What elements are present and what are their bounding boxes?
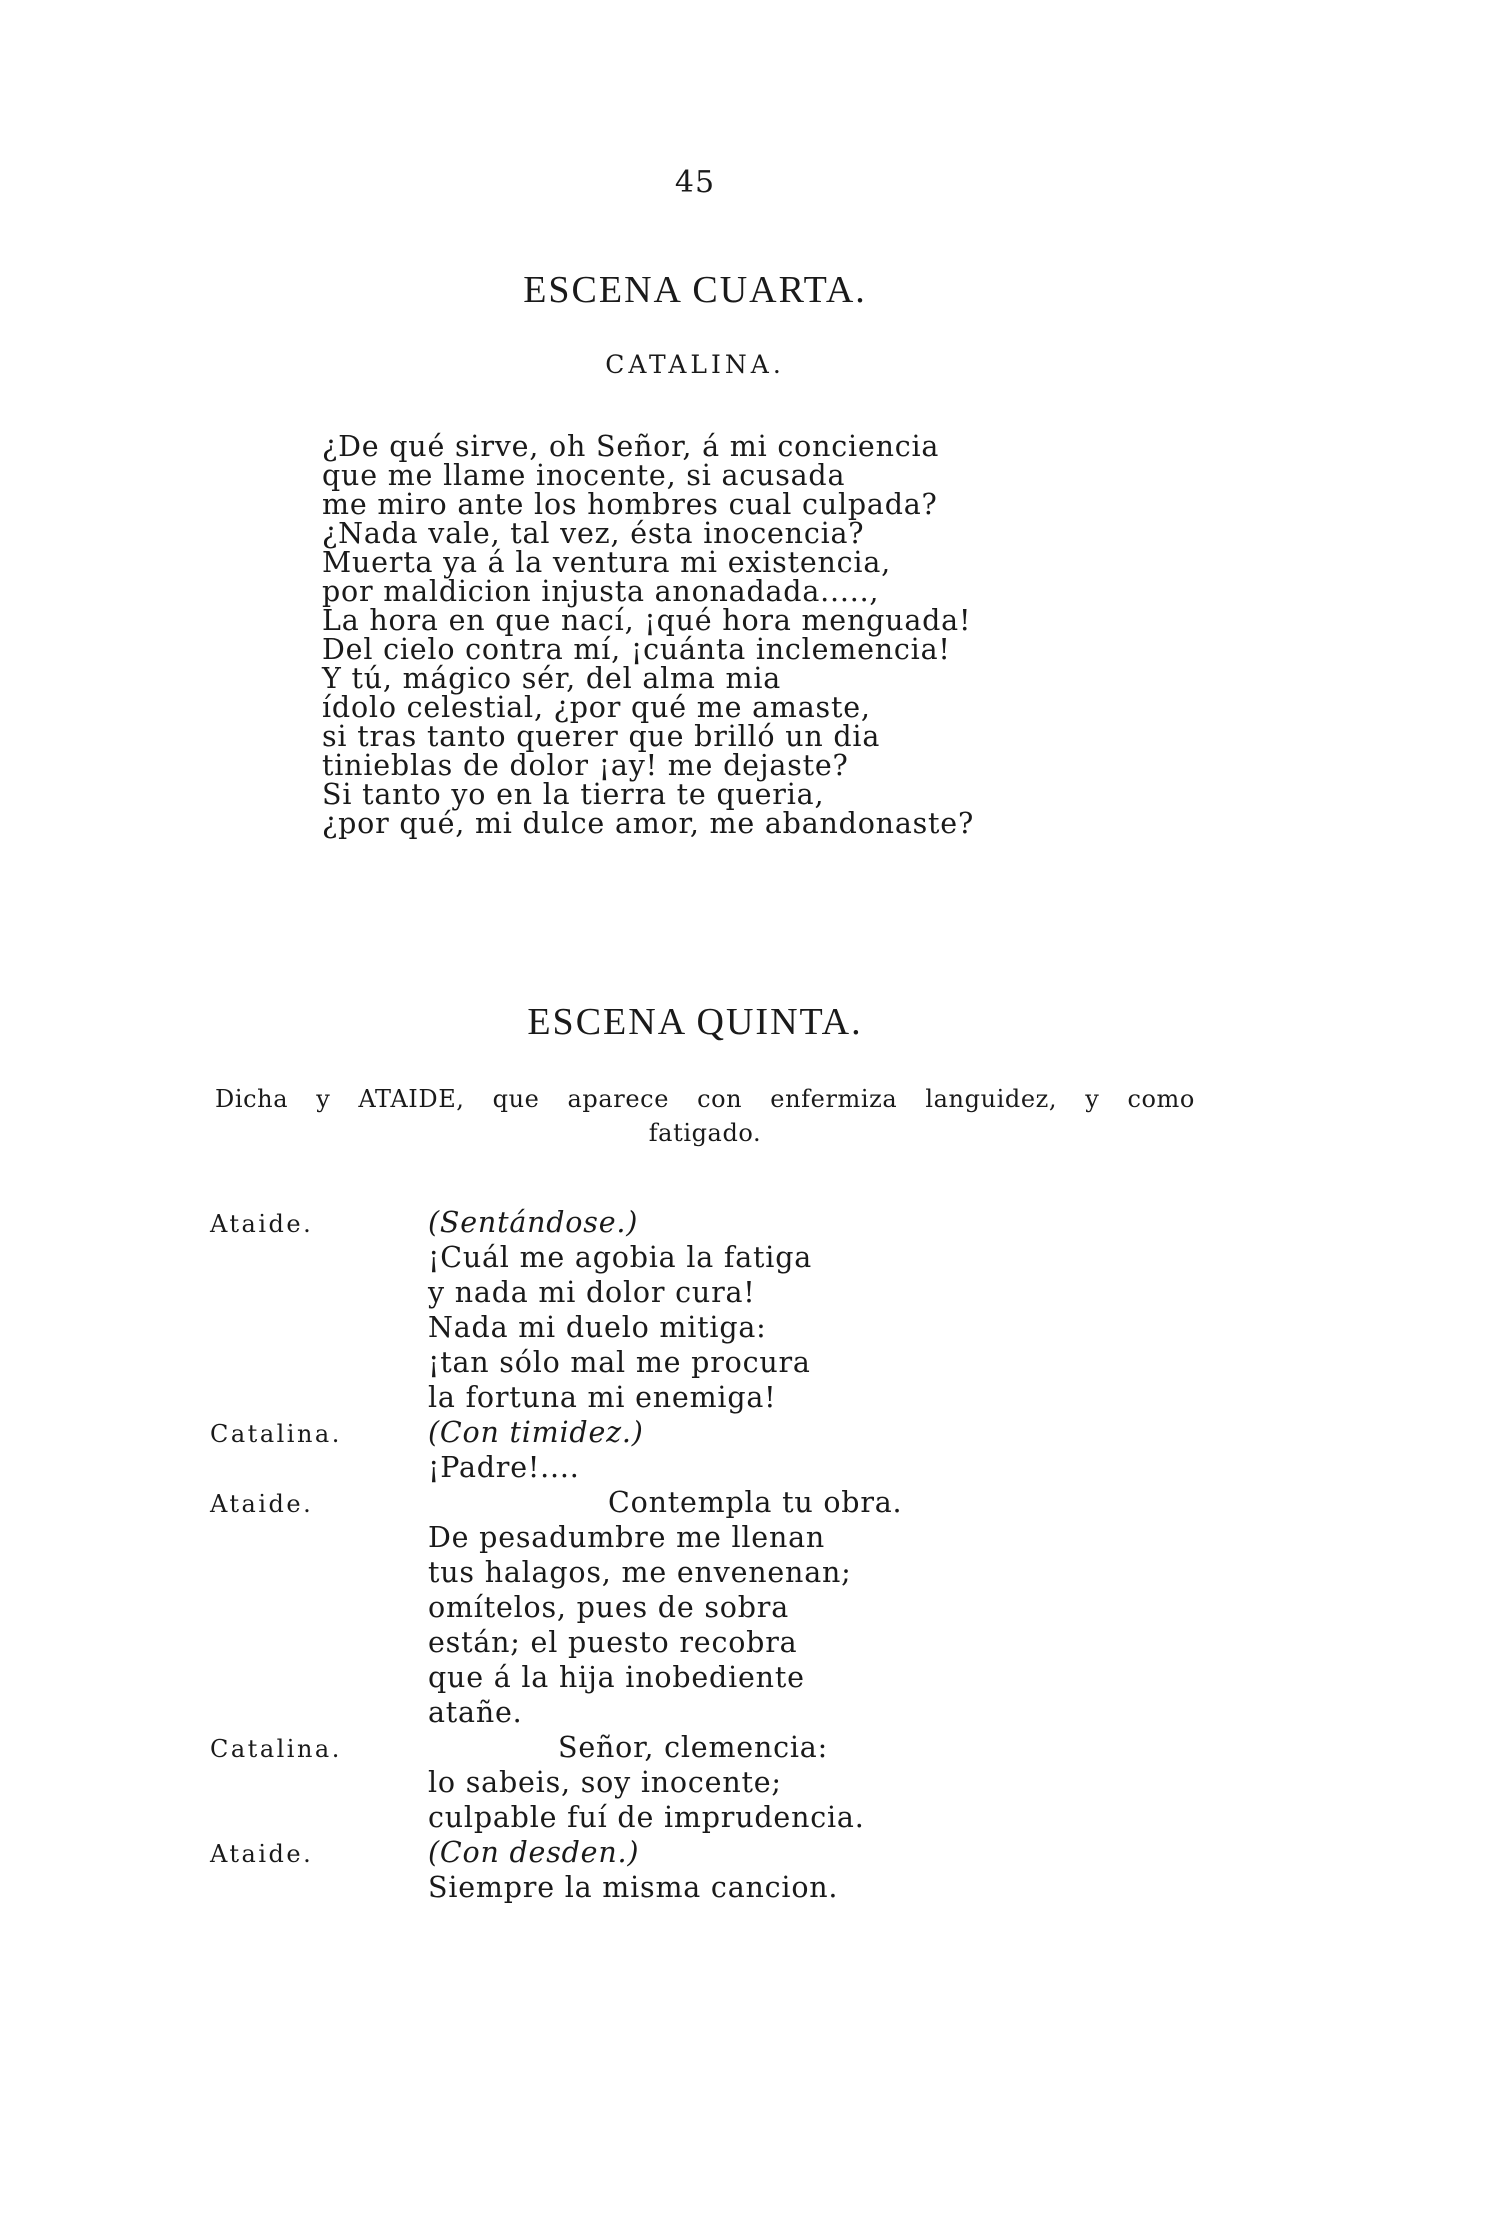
verse-line: Y tú, mágico sér, del alma mia	[322, 662, 782, 695]
speech-line: omítelos, pues de sobra	[428, 1591, 789, 1624]
description-word: con	[697, 1085, 743, 1113]
description-word: y	[316, 1085, 331, 1113]
description-word: y	[1085, 1085, 1100, 1113]
description-word: como	[1127, 1085, 1195, 1113]
description-word: aparece	[567, 1085, 670, 1113]
speech	[210, 1485, 1210, 1730]
stage-direction: (Sentándose.)	[428, 1206, 639, 1239]
description-word: languidez,	[925, 1085, 1058, 1113]
verse-line: ¿Nada vale, tal vez, ésta inocencia?	[322, 517, 865, 550]
speech-line: De pesadumbre me llenan	[428, 1521, 826, 1554]
scene-four-speaker: CATALINA.	[605, 350, 785, 379]
verse-line: La hora en que nací, ¡qué hora menguada!	[322, 604, 972, 637]
speech-line: ¡tan sólo mal me procura	[428, 1346, 811, 1379]
description-word: Dicha	[215, 1085, 289, 1113]
page-number: 45	[674, 165, 716, 200]
speech-line: lo sabeis, soy inocente;	[428, 1766, 782, 1799]
verse-line: Si tanto yo en la tierra te queria,	[322, 778, 825, 811]
verse-line: ¿por qué, mi dulce amor, me abandonaste?	[322, 807, 975, 840]
scene-four-title: ESCENA CUARTA.	[523, 269, 867, 311]
speech-line: ¡Padre!....	[428, 1451, 580, 1484]
speech-lines	[428, 1835, 1210, 1905]
speech	[210, 1415, 1210, 1485]
verse-line: por maldicion injusta anonadada.....,	[322, 575, 880, 608]
speech-line: están; el puesto recobra	[428, 1626, 798, 1659]
speech	[210, 1730, 1210, 1835]
verse-line: me miro ante los hombres cual culpada?	[322, 488, 938, 521]
sonnet-verses	[322, 432, 1082, 838]
speech	[210, 1835, 1210, 1905]
speech-line: Señor, clemencia:	[558, 1731, 828, 1764]
speech-lines	[428, 1205, 1210, 1415]
speaker-name: Catalina.	[210, 1735, 342, 1763]
description-word: que	[492, 1085, 540, 1113]
speaker-name: Catalina.	[210, 1420, 342, 1448]
description-word: enfermiza	[770, 1085, 898, 1113]
speaker-name: Ataide.	[210, 1210, 314, 1238]
speech-line: y nada mi dolor cura!	[428, 1276, 756, 1309]
speech-line: Siempre la misma cancion.	[428, 1871, 839, 1904]
verse-line: si tras tanto querer que brilló un dia	[322, 720, 881, 753]
speech-line: culpable fuí de imprudencia.	[428, 1801, 865, 1834]
speech-line: que á la hija inobediente	[428, 1661, 805, 1694]
speech-line: atañe.	[428, 1696, 523, 1729]
verse-line: Del cielo contra mí, ¡cuánta inclemencia!	[322, 633, 951, 666]
description-word: ATAIDE,	[358, 1085, 465, 1113]
speech-line: tus halagos, me envenenan;	[428, 1556, 852, 1589]
verse-line: que me llame inocente, si acusada	[322, 459, 846, 492]
description-line	[215, 1082, 1195, 1116]
speech-line: la fortuna mi enemiga!	[428, 1381, 777, 1414]
speech	[210, 1205, 1210, 1415]
speech-lines	[428, 1485, 1210, 1730]
stage-direction: (Con desden.)	[428, 1836, 640, 1869]
description-line: fatigado.	[648, 1119, 762, 1147]
verse-line: tinieblas de dolor ¡ay! me dejaste?	[322, 749, 849, 782]
speech-lines	[428, 1415, 1210, 1485]
speech-lines	[428, 1730, 1210, 1835]
scene-five-description	[215, 1082, 1195, 1150]
speaker-name: Ataide.	[210, 1840, 314, 1868]
verse-line: ídolo celestial, ¿por qué me amaste,	[322, 691, 871, 724]
speech-line: Nada mi duelo mitiga:	[428, 1311, 767, 1344]
speaker-name: Ataide.	[210, 1490, 314, 1518]
speech-line: ¡Cuál me agobia la fatiga	[428, 1241, 813, 1274]
verse-line: ¿De qué sirve, oh Señor, á mi conciencia	[322, 430, 940, 463]
verse-line: Muerta ya á la ventura mi existencia,	[322, 546, 891, 579]
speech-line: Contempla tu obra.	[608, 1486, 903, 1519]
scene-five-title: ESCENA QUINTA.	[527, 1001, 863, 1043]
stage-direction: (Con timidez.)	[428, 1416, 644, 1449]
dialogue	[210, 1205, 1210, 1905]
